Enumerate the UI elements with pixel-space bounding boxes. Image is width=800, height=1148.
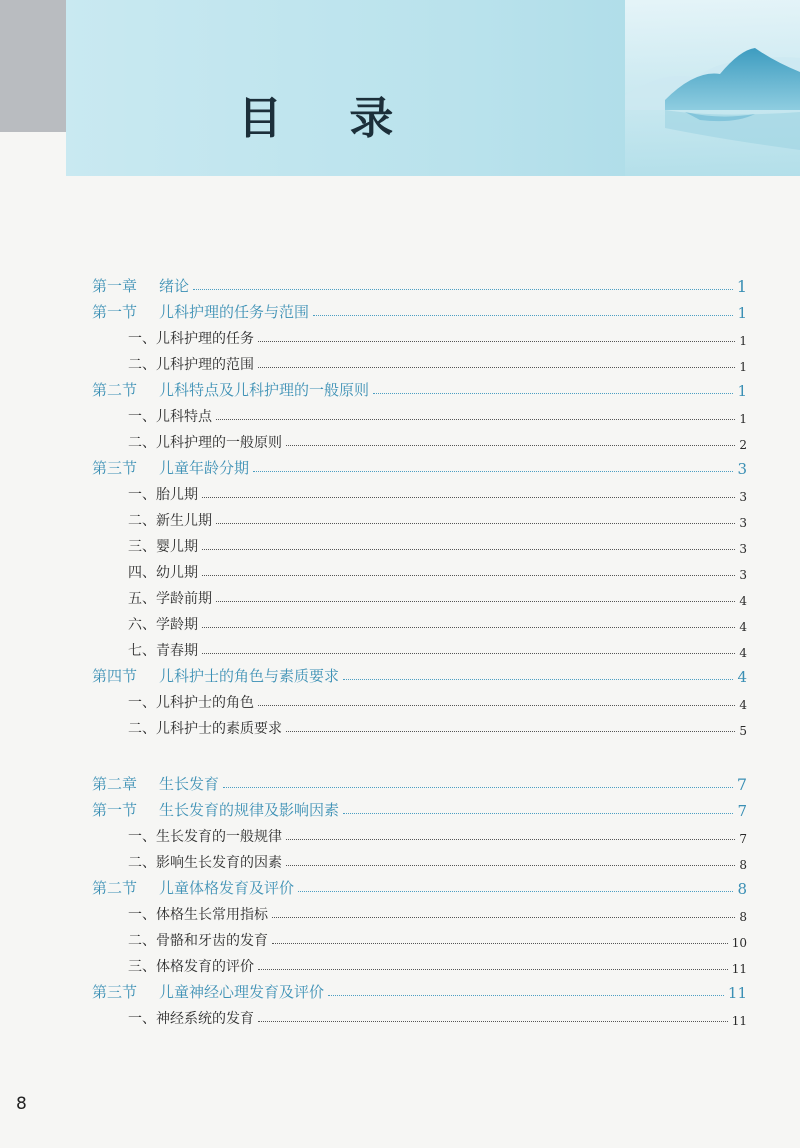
toc-item-entry — [92, 426, 747, 452]
page-title: 目 录 — [238, 93, 420, 144]
toc-entry-title — [128, 826, 282, 846]
toc-entry-title — [92, 665, 339, 686]
toc-page-number: 3 — [739, 542, 747, 556]
toc-entry-title — [128, 562, 198, 582]
dot-leader — [258, 1021, 728, 1022]
toc-entry-label: 第二节 — [92, 381, 138, 399]
toc-entry-label: 第一节 — [92, 303, 138, 321]
toc-page-number: 2 — [739, 438, 747, 452]
toc-entry-title — [92, 301, 309, 322]
toc-entry-text: 一、儿科护理的任务 — [128, 331, 254, 347]
toc-entry-title — [128, 930, 268, 950]
toc-page-number: 1 — [739, 412, 747, 426]
toc-item-entry — [92, 898, 747, 924]
dot-leader — [202, 497, 735, 498]
toc-entry-title — [128, 640, 198, 660]
toc-page-number: 1 — [739, 360, 747, 374]
toc-item-entry — [92, 1002, 747, 1028]
dot-leader — [216, 523, 735, 524]
toc-page-number: 3 — [737, 460, 747, 478]
dot-leader — [373, 393, 733, 394]
toc-entry-text: 四、幼儿期 — [128, 565, 198, 581]
toc-page-number: 1 — [737, 304, 747, 322]
toc-item-entry — [92, 556, 747, 582]
toc-entry-text: 儿童年龄分期 — [159, 459, 250, 477]
toc-item-entry — [92, 950, 747, 976]
toc-entry-label: 第三节 — [92, 983, 138, 1001]
toc-page-number: 4 — [739, 646, 747, 660]
dot-leader — [328, 995, 724, 996]
toc-entry-title — [128, 588, 212, 608]
toc-entry-title — [128, 614, 198, 634]
toc-entry-text: 一、神经系统的发育 — [128, 1011, 254, 1027]
toc-page-number: 7 — [737, 802, 747, 820]
dot-leader — [202, 627, 735, 628]
toc-entry-title — [128, 328, 254, 348]
header-band — [66, 0, 800, 176]
toc-chapter-entry — [92, 270, 747, 296]
page-edge-shadow — [0, 0, 66, 132]
dot-leader — [202, 575, 735, 576]
toc-entry-text: 一、胎儿期 — [128, 487, 198, 503]
toc-section-entry — [92, 374, 747, 400]
toc-entry-text: 七、青春期 — [128, 643, 198, 659]
toc-entry-text: 儿科特点及儿科护理的一般原则 — [159, 381, 370, 399]
toc-page-number: 10 — [731, 936, 747, 950]
toc-page-number: 3 — [739, 490, 747, 504]
toc-page-number: 4 — [739, 594, 747, 608]
toc-entry-title — [92, 773, 219, 794]
dot-leader — [298, 891, 733, 892]
dot-leader — [258, 367, 735, 368]
toc-entry-label: 第三节 — [92, 459, 138, 477]
toc-item-entry — [92, 582, 747, 608]
toc-entry-label: 第二节 — [92, 879, 138, 897]
toc-entry-text: 二、儿科护理的一般原则 — [128, 435, 282, 451]
toc-entry-text: 儿科护理的任务与范围 — [159, 303, 310, 321]
toc-section-entry — [92, 976, 747, 1002]
toc-entry-text: 二、新生儿期 — [128, 513, 212, 529]
toc-entry-text: 一、儿科特点 — [128, 409, 212, 425]
toc-entry-text: 一、儿科护士的角色 — [128, 695, 254, 711]
toc-item-entry — [92, 348, 747, 374]
toc-entry-title — [128, 692, 254, 712]
toc-entry-text: 一、体格生长常用指标 — [128, 907, 268, 923]
dot-leader — [286, 445, 735, 446]
toc-item-entry — [92, 924, 747, 950]
toc-item-entry — [92, 712, 747, 738]
dot-leader — [286, 731, 735, 732]
toc-page-number: 3 — [739, 516, 747, 530]
toc-page-number: 1 — [737, 382, 747, 400]
toc-entry-text: 二、骨骼和牙齿的发育 — [128, 933, 268, 949]
dot-leader — [343, 679, 733, 680]
toc-entry-title — [92, 981, 324, 1002]
toc-entry-text: 一、生长发育的一般规律 — [128, 829, 282, 845]
toc-entry-title — [128, 718, 282, 738]
toc-item-entry — [92, 504, 747, 530]
toc-entry-text: 六、学龄期 — [128, 617, 198, 633]
toc-entry-text: 生长发育 — [159, 775, 220, 793]
dot-leader — [193, 289, 733, 290]
dot-leader — [253, 471, 733, 472]
toc-item-entry — [92, 530, 747, 556]
toc-entry-text: 二、儿科护理的范围 — [128, 357, 254, 373]
toc-item-entry — [92, 686, 747, 712]
toc-entry-text: 二、儿科护士的素质要求 — [128, 721, 282, 737]
toc-entry-title — [128, 904, 268, 924]
toc-item-entry — [92, 846, 747, 872]
toc-page-number: 4 — [739, 620, 747, 634]
toc-page-number: 4 — [737, 668, 747, 686]
toc-page-number: 11 — [731, 1014, 747, 1028]
mountain-landscape-illustration — [625, 0, 800, 176]
toc-section-entry — [92, 296, 747, 322]
dot-leader — [258, 969, 728, 970]
toc-entry-title — [92, 379, 369, 400]
toc-entry-text: 三、体格发育的评价 — [128, 959, 254, 975]
dot-leader — [258, 341, 735, 342]
toc-entry-title — [128, 432, 282, 452]
dot-leader — [272, 917, 735, 918]
toc-entry-title — [128, 852, 282, 872]
dot-leader — [216, 419, 735, 420]
toc-entry-text: 生长发育的规律及影响因素 — [159, 801, 340, 819]
dot-leader — [258, 705, 735, 706]
toc-page-number: 8 — [737, 880, 747, 898]
toc-section-entry — [92, 660, 747, 686]
toc-entry-title — [128, 536, 198, 556]
dot-leader — [313, 315, 733, 316]
toc-section-entry — [92, 452, 747, 478]
dot-leader — [286, 865, 735, 866]
toc-entry-label: 第二章 — [92, 775, 138, 793]
toc-page-number: 11 — [731, 962, 747, 976]
toc-page-number: 1 — [736, 277, 747, 296]
toc-page-number: 8 — [739, 910, 747, 924]
toc-entry-text: 绪论 — [159, 277, 190, 295]
toc-page-number: 7 — [736, 775, 747, 794]
toc-page-number: 5 — [739, 724, 747, 738]
toc-entry-title — [92, 275, 189, 296]
toc-page-number: 3 — [739, 568, 747, 582]
dot-leader — [286, 839, 735, 840]
toc-entry-title — [128, 1008, 254, 1028]
toc-entry-text: 三、婴儿期 — [128, 539, 198, 555]
toc-entry-title — [128, 956, 254, 976]
toc-entry-title — [128, 510, 212, 530]
toc-entry-title — [128, 406, 212, 426]
toc-entry-text: 二、影响生长发育的因素 — [128, 855, 282, 871]
toc-entry-text: 儿科护士的角色与素质要求 — [159, 667, 340, 685]
toc-item-entry — [92, 608, 747, 634]
toc-page-number: 11 — [727, 984, 747, 1002]
toc-entry-title — [92, 877, 294, 898]
toc-item-entry — [92, 634, 747, 660]
toc-section-entry — [92, 872, 747, 898]
dot-leader — [216, 601, 735, 602]
toc-entry-text: 儿童体格发育及评价 — [159, 879, 295, 897]
toc-item-entry — [92, 478, 747, 504]
toc-item-entry — [92, 820, 747, 846]
page-number: 8 — [16, 1094, 27, 1114]
toc-page-number: 7 — [739, 832, 747, 846]
toc-entry-text: 五、学龄前期 — [128, 591, 212, 607]
dot-leader — [202, 653, 735, 654]
toc-entry-label: 第一章 — [92, 277, 138, 295]
toc-chapter-entry — [92, 768, 747, 794]
dot-leader — [343, 813, 733, 814]
dot-leader — [202, 549, 735, 550]
toc-entry-title — [92, 799, 339, 820]
toc-entry-label: 第一节 — [92, 801, 138, 819]
toc-entry-label: 第四节 — [92, 667, 138, 685]
toc-entry-title — [128, 354, 254, 374]
toc-entry-title — [128, 484, 198, 504]
dot-leader — [272, 943, 728, 944]
toc-page-number: 8 — [739, 858, 747, 872]
toc-item-entry — [92, 400, 747, 426]
toc-entry-title — [92, 457, 249, 478]
toc-item-entry — [92, 322, 747, 348]
toc-page-number: 4 — [739, 698, 747, 712]
toc-entry-text: 儿童神经心理发育及评价 — [159, 983, 325, 1001]
dot-leader — [223, 787, 733, 788]
toc-page-number: 1 — [739, 334, 747, 348]
toc-section-entry — [92, 794, 747, 820]
